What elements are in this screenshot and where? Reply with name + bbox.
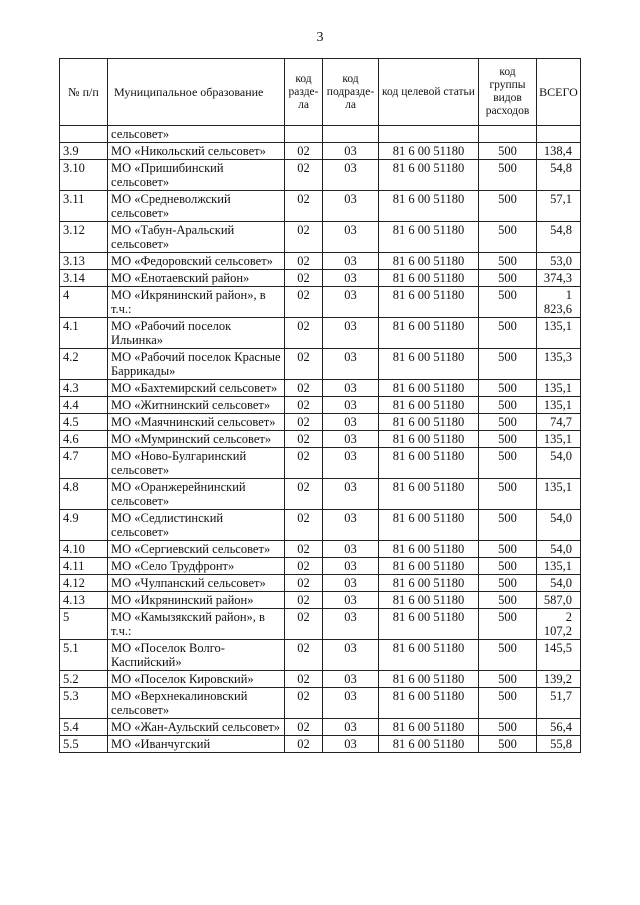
table-row: [60, 558, 581, 575]
subsection-code: 03: [323, 609, 379, 640]
expense-group-code: 500: [479, 479, 537, 510]
section-code: 02: [285, 640, 323, 671]
table-row: [60, 349, 581, 380]
total-amount: 587,0: [537, 592, 581, 609]
target-code: 81 6 00 51180: [379, 414, 479, 431]
subsection-code: 03: [323, 414, 379, 431]
row-number: 4.2: [60, 349, 108, 380]
section-code: 02: [285, 253, 323, 270]
table-row: [60, 287, 581, 318]
subsection-code: 03: [323, 719, 379, 736]
section-code: 02: [285, 397, 323, 414]
municipality-name: МО «Ново-Булгаринский сельсовет»: [108, 448, 285, 479]
municipality-name: сельсовет»: [108, 126, 285, 143]
municipality-name: МО «Маячнинский сельсовет»: [108, 414, 285, 431]
expense-group-code: 500: [479, 253, 537, 270]
table-row: [60, 222, 581, 253]
table-row: [60, 253, 581, 270]
row-number: 3.11: [60, 191, 108, 222]
section-code: 02: [285, 541, 323, 558]
expense-group-code: 500: [479, 431, 537, 448]
table-row: [60, 671, 581, 688]
subsection-code: 03: [323, 640, 379, 671]
target-code: 81 6 00 51180: [379, 397, 479, 414]
target-code: 81 6 00 51180: [379, 671, 479, 688]
expense-group-code: 500: [479, 414, 537, 431]
section-code: 02: [285, 448, 323, 479]
subsection-code: 03: [323, 349, 379, 380]
expense-group-code: 500: [479, 222, 537, 253]
total-amount: 51,7: [537, 688, 581, 719]
section-code: 02: [285, 719, 323, 736]
target-code: 81 6 00 51180: [379, 143, 479, 160]
municipality-name: МО «Житнинский сельсовет»: [108, 397, 285, 414]
expense-group-code: 500: [479, 143, 537, 160]
total-amount: 74,7: [537, 414, 581, 431]
table-row: [60, 414, 581, 431]
total-amount: 138,4: [537, 143, 581, 160]
table-row: [60, 510, 581, 541]
total-amount: 135,1: [537, 558, 581, 575]
municipality-name: МО «Средневолжский сельсовет»: [108, 191, 285, 222]
municipality-name: МО «Рабочий поселок Ильинка»: [108, 318, 285, 349]
target-code: 81 6 00 51180: [379, 510, 479, 541]
total-amount: [537, 126, 581, 143]
row-number: 4.1: [60, 318, 108, 349]
municipality-name: МО «Бахтемирский сельсовет»: [108, 380, 285, 397]
table-row: [60, 719, 581, 736]
expense-group-code: 500: [479, 270, 537, 287]
total-amount: 135,1: [537, 318, 581, 349]
total-amount: 374,3: [537, 270, 581, 287]
total-amount: 54,0: [537, 510, 581, 541]
section-code: 02: [285, 431, 323, 448]
total-amount: 2 107,2: [537, 609, 581, 640]
page-number: 3: [316, 30, 324, 45]
expense-group-code: 500: [479, 609, 537, 640]
municipality-name: МО «Пришибинский сельсовет»: [108, 160, 285, 191]
target-code: 81 6 00 51180: [379, 380, 479, 397]
header-section-code: код разде-ла: [285, 59, 323, 126]
subsection-code: 03: [323, 270, 379, 287]
section-code: 02: [285, 270, 323, 287]
subsection-code: 03: [323, 592, 379, 609]
budget-table: [59, 58, 581, 753]
expense-group-code: 500: [479, 688, 537, 719]
table-row: [60, 479, 581, 510]
total-amount: 54,8: [537, 160, 581, 191]
municipality-name: МО «Иванчугский: [108, 736, 285, 753]
section-code: 02: [285, 671, 323, 688]
target-code: 81 6 00 51180: [379, 558, 479, 575]
section-code: 02: [285, 349, 323, 380]
subsection-code: 03: [323, 575, 379, 592]
expense-group-code: 500: [479, 510, 537, 541]
row-number: 4.3: [60, 380, 108, 397]
subsection-code: 03: [323, 558, 379, 575]
section-code: 02: [285, 592, 323, 609]
row-number: 4.10: [60, 541, 108, 558]
municipality-name: МО «Чулпанский сельсовет»: [108, 575, 285, 592]
row-number: 4.6: [60, 431, 108, 448]
header-subsection-code: код подразде-ла: [323, 59, 379, 126]
municipality-name: МО «Никольский сельсовет»: [108, 143, 285, 160]
table-row: [60, 640, 581, 671]
target-code: 81 6 00 51180: [379, 592, 479, 609]
table-header-row: [60, 59, 581, 126]
target-code: 81 6 00 51180: [379, 541, 479, 558]
total-amount: 54,0: [537, 575, 581, 592]
total-amount: 135,1: [537, 380, 581, 397]
target-code: 81 6 00 51180: [379, 640, 479, 671]
table-row: [60, 318, 581, 349]
section-code: 02: [285, 688, 323, 719]
header-target-code: код целевой статьи: [379, 59, 479, 126]
section-code: 02: [285, 736, 323, 753]
target-code: 81 6 00 51180: [379, 575, 479, 592]
target-code: 81 6 00 51180: [379, 287, 479, 318]
row-number: 5.5: [60, 736, 108, 753]
total-amount: 54,8: [537, 222, 581, 253]
section-code: 02: [285, 609, 323, 640]
row-number: 4.9: [60, 510, 108, 541]
table-body: [60, 126, 581, 753]
total-amount: 135,1: [537, 431, 581, 448]
table-row: [60, 541, 581, 558]
section-code: 02: [285, 143, 323, 160]
row-number: 4.7: [60, 448, 108, 479]
subsection-code: 03: [323, 287, 379, 318]
subsection-code: 03: [323, 541, 379, 558]
municipality-name: МО «Федоровский сельсовет»: [108, 253, 285, 270]
expense-group-code: 500: [479, 558, 537, 575]
subsection-code: 03: [323, 736, 379, 753]
row-number: 5.2: [60, 671, 108, 688]
table-row: [60, 143, 581, 160]
expense-group-code: 500: [479, 592, 537, 609]
total-amount: 1 823,6: [537, 287, 581, 318]
table-row: [60, 126, 581, 143]
table-row: [60, 160, 581, 191]
total-amount: 53,0: [537, 253, 581, 270]
section-code: 02: [285, 380, 323, 397]
subsection-code: 03: [323, 448, 379, 479]
row-number: 3.10: [60, 160, 108, 191]
target-code: 81 6 00 51180: [379, 431, 479, 448]
table-row: [60, 431, 581, 448]
target-code: 81 6 00 51180: [379, 318, 479, 349]
target-code: 81 6 00 51180: [379, 253, 479, 270]
row-number: 5: [60, 609, 108, 640]
expense-group-code: 500: [479, 160, 537, 191]
expense-group-code: 500: [479, 287, 537, 318]
header-expense-group-code: код группы видов расходов: [479, 59, 537, 126]
expense-group-code: 500: [479, 191, 537, 222]
subsection-code: 03: [323, 143, 379, 160]
row-number: 4.11: [60, 558, 108, 575]
municipality-name: МО «Енотаевский район»: [108, 270, 285, 287]
row-number: 4: [60, 287, 108, 318]
header-municipality: Муниципальное образование: [108, 59, 285, 126]
total-amount: 56,4: [537, 719, 581, 736]
total-amount: 54,0: [537, 541, 581, 558]
target-code: 81 6 00 51180: [379, 270, 479, 287]
target-code: 81 6 00 51180: [379, 191, 479, 222]
expense-group-code: 500: [479, 397, 537, 414]
expense-group-code: 500: [479, 349, 537, 380]
municipality-name: МО «Седлистинский сельсовет»: [108, 510, 285, 541]
subsection-code: 03: [323, 253, 379, 270]
row-number: 5.4: [60, 719, 108, 736]
header-num: № п/п: [60, 59, 108, 126]
target-code: 81 6 00 51180: [379, 609, 479, 640]
municipality-name: МО «Село Трудфронт»: [108, 558, 285, 575]
row-number: 3.14: [60, 270, 108, 287]
target-code: 81 6 00 51180: [379, 479, 479, 510]
section-code: 02: [285, 558, 323, 575]
total-amount: 57,1: [537, 191, 581, 222]
expense-group-code: 500: [479, 736, 537, 753]
table-row: [60, 270, 581, 287]
municipality-name: МО «Икрянинский район», в т.ч.:: [108, 287, 285, 318]
total-amount: 135,3: [537, 349, 581, 380]
expense-group-code: 500: [479, 380, 537, 397]
target-code: 81 6 00 51180: [379, 160, 479, 191]
total-amount: 139,2: [537, 671, 581, 688]
table-row: [60, 397, 581, 414]
subsection-code: 03: [323, 222, 379, 253]
expense-group-code: [479, 126, 537, 143]
municipality-name: МО «Камызякский район», в т.ч.:: [108, 609, 285, 640]
row-number: 5.3: [60, 688, 108, 719]
section-code: [285, 126, 323, 143]
expense-group-code: 500: [479, 671, 537, 688]
section-code: 02: [285, 479, 323, 510]
row-number: 3.13: [60, 253, 108, 270]
section-code: 02: [285, 510, 323, 541]
table-row: [60, 592, 581, 609]
subsection-code: 03: [323, 380, 379, 397]
table-row: [60, 380, 581, 397]
subsection-code: 03: [323, 318, 379, 349]
target-code: 81 6 00 51180: [379, 719, 479, 736]
target-code: 81 6 00 51180: [379, 736, 479, 753]
municipality-name: МО «Жан-Аульский сельсовет»: [108, 719, 285, 736]
table-row: [60, 609, 581, 640]
row-number: 5.1: [60, 640, 108, 671]
subsection-code: 03: [323, 510, 379, 541]
row-number: 3.12: [60, 222, 108, 253]
total-amount: 135,1: [537, 479, 581, 510]
expense-group-code: 500: [479, 448, 537, 479]
subsection-code: 03: [323, 397, 379, 414]
municipality-name: МО «Икрянинский район»: [108, 592, 285, 609]
total-amount: 54,0: [537, 448, 581, 479]
expense-group-code: 500: [479, 575, 537, 592]
row-number: [60, 126, 108, 143]
section-code: 02: [285, 287, 323, 318]
target-code: 81 6 00 51180: [379, 222, 479, 253]
municipality-name: МО «Табун-Аральский сельсовет»: [108, 222, 285, 253]
table-row: [60, 736, 581, 753]
section-code: 02: [285, 222, 323, 253]
subsection-code: 03: [323, 191, 379, 222]
subsection-code: 03: [323, 688, 379, 719]
total-amount: 135,1: [537, 397, 581, 414]
table-row: [60, 575, 581, 592]
expense-group-code: 500: [479, 719, 537, 736]
total-amount: 145,5: [537, 640, 581, 671]
table-row: [60, 688, 581, 719]
municipality-name: МО «Поселок Волго-Каспийский»: [108, 640, 285, 671]
municipality-name: МО «Мумринский сельсовет»: [108, 431, 285, 448]
municipality-name: МО «Верхнекалиновский сельсовет»: [108, 688, 285, 719]
section-code: 02: [285, 191, 323, 222]
municipality-name: МО «Оранжерейнинский сельсовет»: [108, 479, 285, 510]
expense-group-code: 500: [479, 640, 537, 671]
subsection-code: 03: [323, 479, 379, 510]
subsection-code: 03: [323, 671, 379, 688]
section-code: 02: [285, 318, 323, 349]
expense-group-code: 500: [479, 541, 537, 558]
table-row: [60, 191, 581, 222]
total-amount: 55,8: [537, 736, 581, 753]
subsection-code: [323, 126, 379, 143]
municipality-name: МО «Поселок Кировский»: [108, 671, 285, 688]
target-code: 81 6 00 51180: [379, 448, 479, 479]
table-row: [60, 448, 581, 479]
row-number: 4.5: [60, 414, 108, 431]
subsection-code: 03: [323, 160, 379, 191]
header-total: ВСЕГО: [537, 59, 581, 126]
municipality-name: МО «Сергиевский сельсовет»: [108, 541, 285, 558]
row-number: 4.8: [60, 479, 108, 510]
row-number: 4.13: [60, 592, 108, 609]
target-code: 81 6 00 51180: [379, 349, 479, 380]
row-number: 3.9: [60, 143, 108, 160]
target-code: [379, 126, 479, 143]
row-number: 4.12: [60, 575, 108, 592]
target-code: 81 6 00 51180: [379, 688, 479, 719]
section-code: 02: [285, 160, 323, 191]
row-number: 4.4: [60, 397, 108, 414]
section-code: 02: [285, 414, 323, 431]
expense-group-code: 500: [479, 318, 537, 349]
subsection-code: 03: [323, 431, 379, 448]
section-code: 02: [285, 575, 323, 592]
municipality-name: МО «Рабочий поселок Красные Баррикады»: [108, 349, 285, 380]
